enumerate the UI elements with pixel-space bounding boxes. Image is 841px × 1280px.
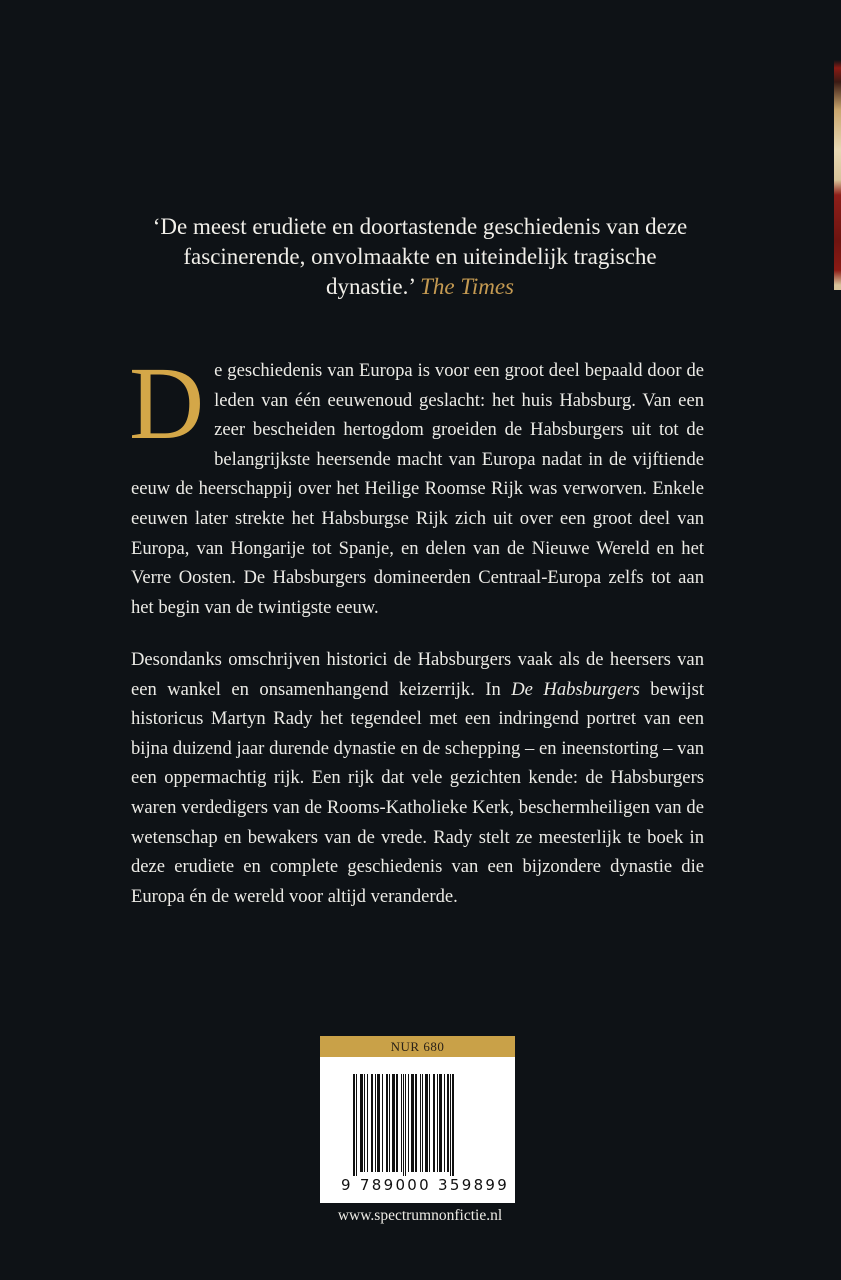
quote-text: ‘De meest erudiete en doortastende geschiedenis van deze fascinerende, onvolmaakte en uiteindelijk tragische dynastie.’	[152, 214, 688, 299]
front-cover-edge	[834, 0, 841, 290]
publisher-website: www.spectrumnonfictie.nl	[337, 1207, 503, 1224]
book-title-italic: De Habsburgers	[511, 678, 640, 700]
blurb-paragraph-2-lead: Desondanks omschrijven historici de Habsburgers vaak als de heersers van een wankel en onsamenhangend keizerrijk. In	[131, 649, 704, 700]
isbn-number: 9 789000 359899	[341, 1176, 510, 1194]
review-quote	[140, 212, 700, 302]
barcode-label	[320, 1036, 515, 1203]
blurb-paragraph-1-text: e geschiedenis van Europa is voor een groot deel bepaald door de leden van één eeuwenoud geslacht: het huis Habsburg. Van een zeer bescheiden hertogdom groeiden de Habsburgers uit tot de belangrijkste heersende macht van Europa nadat in de vijftiende eeuw de heerschappij over het Heilige Roomse Rijk was verworven. Enkele eeuwen later strekte het Habsburgse Rijk zich uit over een groot deel van Europa, van Hongarije tot Spanje, en delen van de Nieuwe Wereld en het Verre Oosten. De Habsburgers domineerden Centraal-Europa zelfs tot aan het begin van de twintigste eeuw.	[131, 360, 704, 618]
dropcap-letter: D	[129, 346, 205, 461]
blurb-paragraph-2	[131, 645, 704, 911]
barcode-icon	[353, 1074, 493, 1182]
nur-code: NUR 680	[320, 1036, 515, 1057]
blurb-paragraph-2-rest: bewijst historicus Martyn Rady het tegendeel met een indringend portret van een bijna duizend jaar durende dynastie en de schepping – en ineenstorting – van een oppermachtig rijk. Een rijk dat vele gezichten kende: de Habsburgers waren verdedigers van de Rooms-Katholieke Kerk, beschermheiligen van de wetenschap en bewakers van de vrede. Rady stelt ze meesterlijk te boek in deze erudiete en complete geschiedenis van een bijzondere dynastie die Europa én de wereld voor altijd veranderde.	[131, 678, 704, 907]
blurb-paragraph-1	[129, 346, 704, 622]
quote-source: The Times	[420, 274, 515, 299]
